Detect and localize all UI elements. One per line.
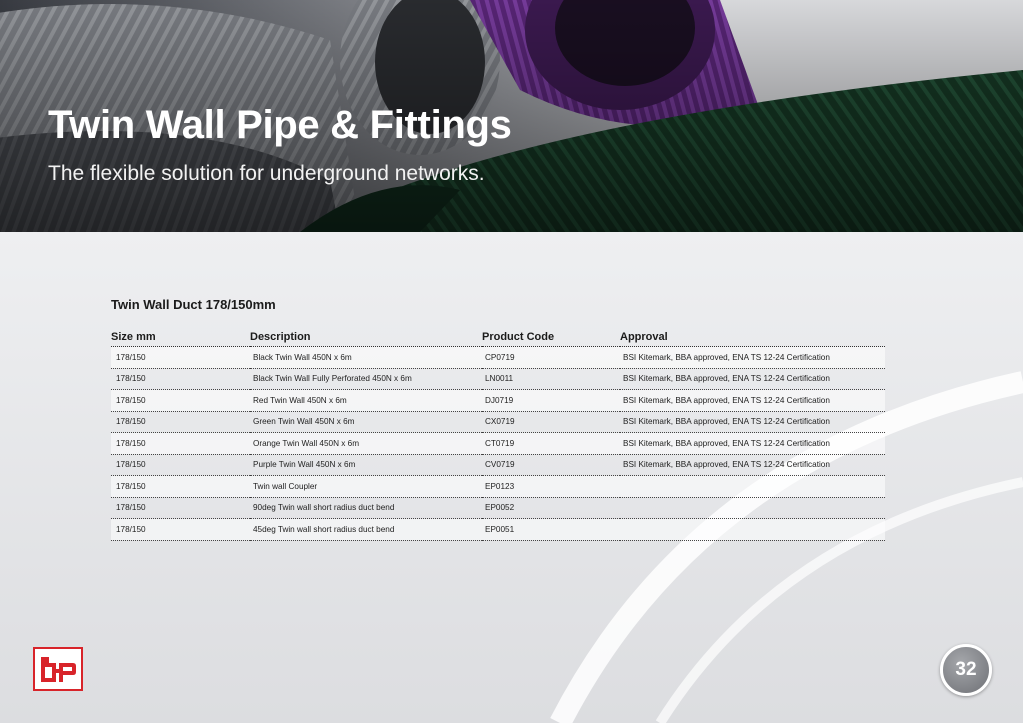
cell-size: 178/150	[111, 454, 250, 476]
table-row	[111, 411, 885, 433]
table-row	[111, 476, 885, 498]
header-approval: Approval	[620, 327, 885, 347]
cell-size: 178/150	[111, 390, 250, 412]
cell-approval	[620, 476, 885, 498]
cell-approval: BSI Kitemark, BBA approved, ENA TS 12-24 Certification	[620, 433, 885, 455]
cell-size: 178/150	[111, 497, 250, 519]
cell-description: Black Twin Wall 450N x 6m	[250, 347, 482, 369]
page-title: Twin Wall Pipe & Fittings	[48, 103, 512, 147]
cell-description: Red Twin Wall 450N x 6m	[250, 390, 482, 412]
cell-product-code: CT0719	[482, 433, 620, 455]
cell-size: 178/150	[111, 368, 250, 390]
logo-mark	[35, 649, 81, 689]
cell-product-code: CP0719	[482, 347, 620, 369]
header-product-code: Product Code	[482, 327, 620, 347]
cell-approval: BSI Kitemark, BBA approved, ENA TS 12-24 Certification	[620, 411, 885, 433]
cell-approval	[620, 497, 885, 519]
cell-product-code: CX0719	[482, 411, 620, 433]
cell-description: 90deg Twin wall short radius duct bend	[250, 497, 482, 519]
cell-size: 178/150	[111, 433, 250, 455]
cell-size: 178/150	[111, 347, 250, 369]
page-number: 32	[940, 644, 992, 696]
cell-approval: BSI Kitemark, BBA approved, ENA TS 12-24 Certification	[620, 454, 885, 476]
cell-product-code: CV0719	[482, 454, 620, 476]
cell-description: 45deg Twin wall short radius duct bend	[250, 519, 482, 541]
table-row	[111, 454, 885, 476]
company-logo-icon	[33, 647, 83, 691]
section-title: Twin Wall Duct 178/150mm	[111, 297, 276, 312]
table-row	[111, 347, 885, 369]
cell-description: Green Twin Wall 450N x 6m	[250, 411, 482, 433]
header-size: Size mm	[111, 327, 250, 347]
table-row	[111, 368, 885, 390]
cell-approval: BSI Kitemark, BBA approved, ENA TS 12-24 Certification	[620, 347, 885, 369]
cell-product-code: EP0051	[482, 519, 620, 541]
cell-approval	[620, 519, 885, 541]
hero-banner	[0, 0, 1023, 232]
cell-description: Orange Twin Wall 450N x 6m	[250, 433, 482, 455]
cell-product-code: EP0052	[482, 497, 620, 519]
table-row	[111, 519, 885, 541]
table-row	[111, 497, 885, 519]
cell-product-code: EP0123	[482, 476, 620, 498]
page-subtitle: The flexible solution for underground networks.	[48, 162, 485, 185]
product-table	[111, 327, 885, 541]
cell-description: Twin wall Coupler	[250, 476, 482, 498]
cell-approval: BSI Kitemark, BBA approved, ENA TS 12-24 Certification	[620, 390, 885, 412]
header-description: Description	[250, 327, 482, 347]
table-row	[111, 433, 885, 455]
cell-description: Purple Twin Wall 450N x 6m	[250, 454, 482, 476]
table-header-row	[111, 327, 885, 347]
cell-size: 178/150	[111, 476, 250, 498]
table-row	[111, 390, 885, 412]
cell-approval: BSI Kitemark, BBA approved, ENA TS 12-24 Certification	[620, 368, 885, 390]
cell-product-code: LN0011	[482, 368, 620, 390]
cell-product-code: DJ0719	[482, 390, 620, 412]
cell-description: Black Twin Wall Fully Perforated 450N x 6m	[250, 368, 482, 390]
cell-size: 178/150	[111, 519, 250, 541]
cell-size: 178/150	[111, 411, 250, 433]
